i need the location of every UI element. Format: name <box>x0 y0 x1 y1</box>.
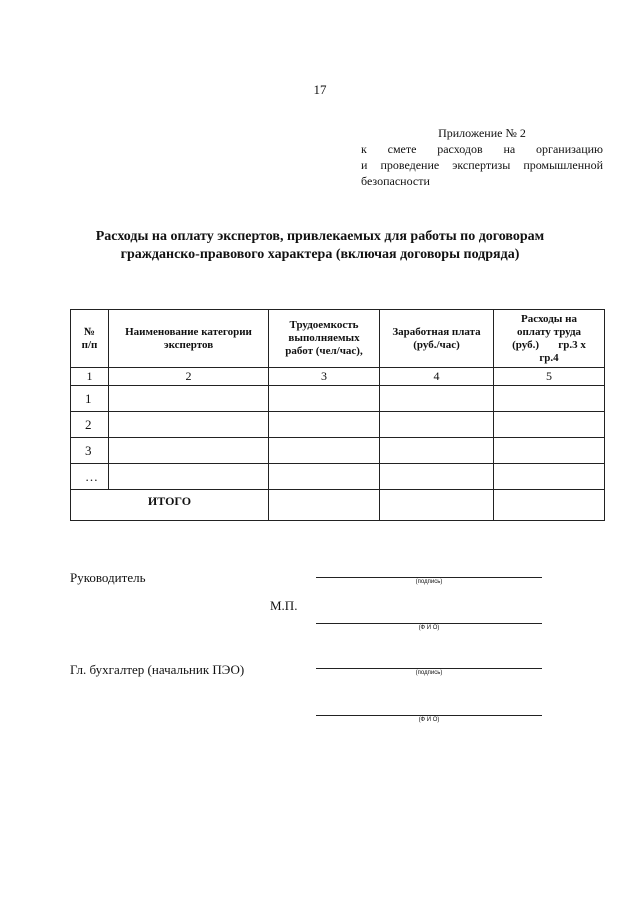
column-number: 1 <box>71 368 109 386</box>
total-row <box>71 490 605 521</box>
table-row <box>71 412 605 438</box>
document-title <box>60 228 580 264</box>
page-number: 17 <box>313 82 327 97</box>
row-number: 2 <box>71 412 109 438</box>
table-row <box>71 438 605 464</box>
total-cell <box>380 490 494 521</box>
header-number <box>71 310 109 368</box>
header-labor-hours <box>269 310 380 368</box>
column-number: 3 <box>269 368 380 386</box>
column-number-row <box>71 368 605 386</box>
table-cell <box>494 412 605 438</box>
total-cell <box>269 490 380 521</box>
header-text: выполняемых <box>288 332 360 344</box>
row-number: … <box>71 464 109 490</box>
head-label: Руководитель <box>70 570 146 585</box>
expenses-table <box>70 309 605 521</box>
header-text: п/п <box>81 338 98 351</box>
table-row <box>71 386 605 412</box>
table-header-row <box>71 310 605 368</box>
accountant-label: Гл. бухгалтер (начальник ПЭО) <box>70 662 245 677</box>
table-cell <box>380 438 494 464</box>
header-text: работ (чел/час), <box>285 345 363 357</box>
table-cell <box>380 412 494 438</box>
name-hint: (Ф И О) <box>418 717 440 723</box>
signature-hint: (подпись) <box>415 670 443 676</box>
head-signature-line <box>316 577 542 578</box>
table-cell <box>269 438 380 464</box>
table-row <box>71 464 605 490</box>
column-number: 4 <box>380 368 494 386</box>
table-cell <box>109 438 269 464</box>
accountant-name-line <box>316 715 542 716</box>
name-hint: (Ф И О) <box>418 625 440 631</box>
header-category <box>109 310 269 368</box>
signature-hint: (подпись) <box>415 579 443 585</box>
table-cell <box>380 464 494 490</box>
document-title-line: Расходы на оплату экспертов, привлекаемых для работы по договорам <box>95 229 545 244</box>
header-text: оплату труда <box>516 325 582 338</box>
appendix-line: к смете расходов на организацию <box>361 142 603 156</box>
row-number: 1 <box>71 386 109 412</box>
document-title-line: гражданско-правового характера (включая договоры подряда) <box>120 247 520 262</box>
appendix-line: безопасности <box>361 174 430 188</box>
column-number: 5 <box>494 368 605 386</box>
stamp-label: М.П. <box>270 598 298 613</box>
header-text: (руб./час) <box>413 338 460 351</box>
row-number: 3 <box>71 438 109 464</box>
header-text: № <box>83 325 96 338</box>
table-cell <box>494 438 605 464</box>
table-cell <box>494 464 605 490</box>
table-cell <box>109 464 269 490</box>
appendix-block <box>361 125 603 189</box>
accountant-signature-line <box>316 668 542 669</box>
header-text: экспертов <box>163 338 214 351</box>
header-wage-rate <box>380 310 494 368</box>
table-cell <box>380 386 494 412</box>
appendix-title: Приложение № 2 <box>438 126 526 140</box>
table-cell <box>269 412 380 438</box>
header-text: Трудоемкость <box>289 319 359 331</box>
header-labor-cost <box>494 310 605 368</box>
header-text: Наименование категории <box>125 325 252 338</box>
header-text: Заработная плата <box>392 325 481 338</box>
header-text: Расходы на <box>521 312 577 325</box>
total-cell <box>494 490 605 521</box>
header-text: гр.4 <box>539 351 559 364</box>
column-number: 2 <box>109 368 269 386</box>
table-cell <box>269 464 380 490</box>
appendix-line: и проведение экспертизы промышленной <box>361 158 603 172</box>
header-text: (руб.) гр.3 х <box>512 338 586 351</box>
total-label: ИТОГО <box>71 490 269 521</box>
head-name-line <box>316 623 542 624</box>
table-cell <box>269 386 380 412</box>
table-cell <box>109 386 269 412</box>
table-cell <box>109 412 269 438</box>
table-cell <box>494 386 605 412</box>
